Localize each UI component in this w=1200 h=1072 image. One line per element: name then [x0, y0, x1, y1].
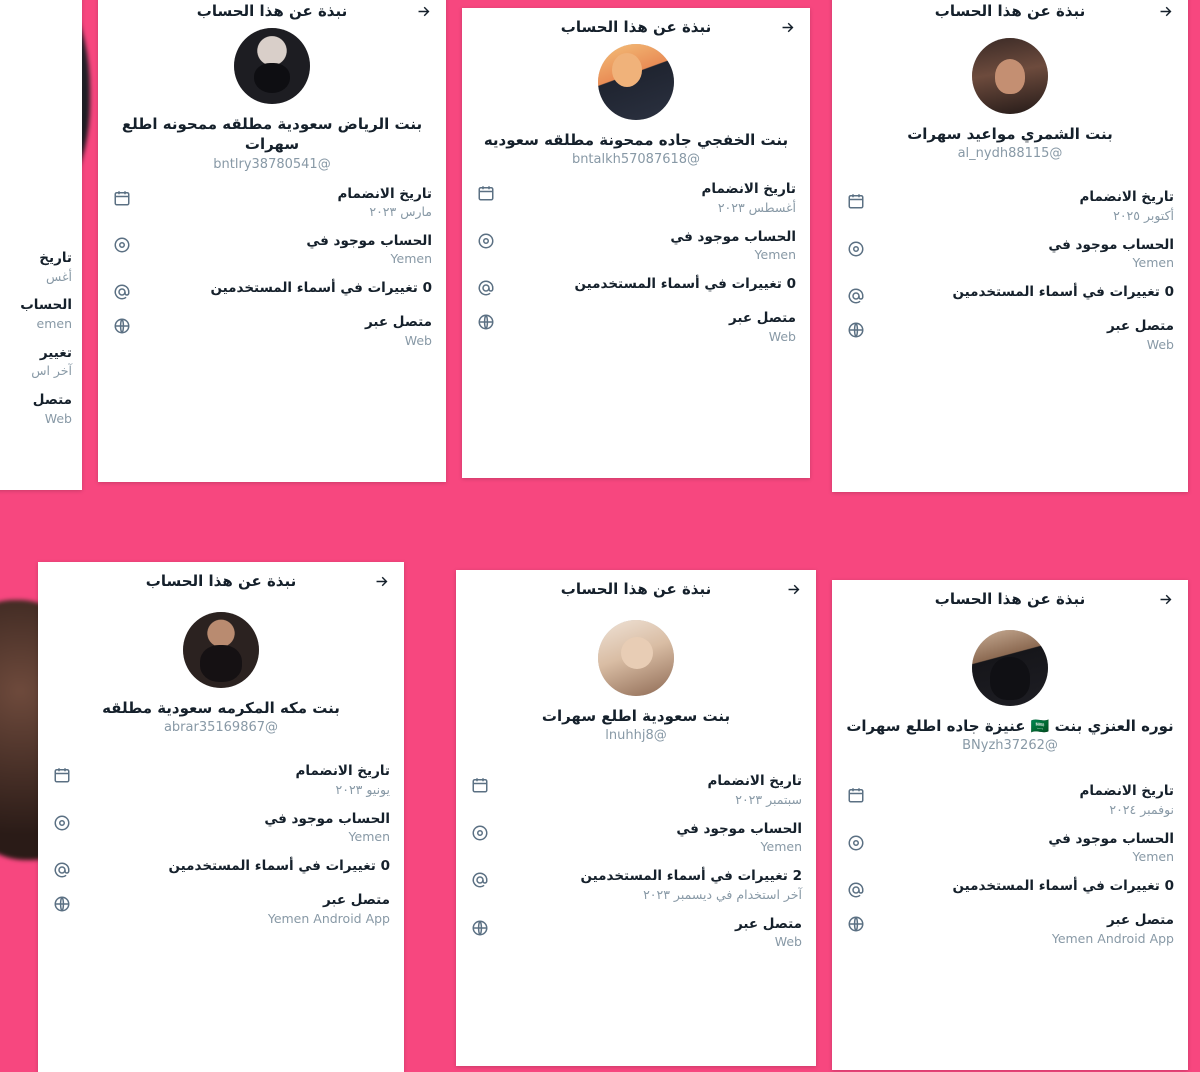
about-card[interactable] — [98, 0, 446, 482]
username-changes-label: 0 تغييرات في أسماء المستخدمين — [168, 858, 390, 875]
connected-row — [846, 318, 1174, 353]
connected-row — [846, 912, 1174, 947]
connected-label: متصل عبر — [364, 314, 432, 331]
about-card[interactable] — [462, 8, 810, 478]
connected-row — [470, 916, 802, 951]
location-row — [52, 811, 390, 846]
arrow-right-icon[interactable] — [784, 580, 802, 598]
username-changes-row — [846, 878, 1174, 900]
connected-value: Web — [1146, 336, 1174, 352]
location-label: الحساب — [20, 297, 72, 314]
avatar[interactable] — [183, 612, 259, 688]
username-changes-label: 0 تغييرات في أسماء المستخدمين — [952, 878, 1174, 895]
location-label: الحساب موجود في — [1048, 236, 1174, 253]
joined-value: نوفمبر ٢٠٢٤ — [1109, 801, 1174, 817]
at-sign-icon — [112, 282, 132, 302]
calendar-icon — [470, 775, 490, 795]
card-header — [846, 2, 1174, 20]
profile-name: بنت مكه المكرمه سعودية مطلقه — [102, 699, 340, 717]
arrow-right-icon[interactable] — [1156, 590, 1174, 608]
location-value: Yemen — [1132, 255, 1174, 271]
joined-row — [0, 250, 72, 285]
username-changes-label: 0 تغييرات في أسماء المستخدمين — [574, 276, 796, 293]
card-title: نبذة عن هذا الحساب — [145, 572, 297, 590]
calendar-icon — [52, 765, 72, 785]
profile-handle: @bntalkh57087618 — [571, 152, 701, 168]
location-label: الحساب موجود في — [670, 228, 796, 245]
location-value: Yemen — [1132, 849, 1174, 865]
username-changes-row — [476, 276, 796, 298]
connected-label: متصل — [32, 392, 72, 409]
joined-row — [846, 783, 1174, 818]
joined-label: تاريخ الانضمام — [701, 181, 796, 198]
connected-row — [52, 892, 390, 927]
username-changes-row — [846, 284, 1174, 306]
username-changes-row — [470, 868, 802, 903]
card-header — [112, 2, 432, 20]
location-row — [846, 831, 1174, 866]
connected-value: Web — [404, 332, 432, 348]
location-row — [476, 229, 796, 264]
calendar-icon — [846, 785, 866, 805]
connected-row — [476, 310, 796, 345]
username-changes-label: 0 تغييرات في أسماء المستخدمين — [952, 284, 1174, 301]
username-changes-row — [52, 858, 390, 880]
profile-name: بنت سعودية اطلع سهرات — [541, 707, 731, 725]
card-header — [470, 580, 802, 598]
card-title: نبذة عن هذا الحساب — [560, 18, 712, 36]
connected-label: متصل عبر — [728, 310, 796, 327]
joined-row — [52, 763, 390, 798]
location-row — [846, 237, 1174, 272]
about-card-partial[interactable] — [0, 0, 82, 490]
at-sign-icon — [846, 286, 866, 306]
profile-handle: @al_nydh88115 — [957, 146, 1063, 162]
location-pin-icon — [846, 833, 866, 853]
location-label: الحساب موجود في — [676, 820, 802, 837]
arrow-right-icon[interactable] — [372, 572, 390, 590]
location-label: الحساب موجود في — [264, 810, 390, 827]
location-value: Yemen — [760, 839, 802, 855]
globe-icon — [476, 312, 496, 332]
arrow-right-icon[interactable] — [414, 2, 432, 20]
joined-value: أغسطس ٢٠٢٣ — [717, 199, 796, 215]
at-sign-icon — [476, 278, 496, 298]
card-title: نبذة عن هذا الحساب — [196, 2, 348, 20]
about-card[interactable] — [456, 570, 816, 1066]
connected-value: Web — [44, 410, 72, 426]
joined-row — [112, 186, 432, 221]
location-pin-icon — [470, 823, 490, 843]
connected-row — [0, 392, 72, 427]
about-card[interactable] — [38, 562, 404, 1072]
globe-icon — [470, 918, 490, 938]
connected-value: Web — [768, 328, 796, 344]
card-header — [476, 18, 796, 36]
location-value: Yemen — [390, 251, 432, 267]
profile-handle: @BNyzh37262 — [962, 738, 1058, 754]
joined-label: تاريخ الانضمام — [337, 185, 432, 202]
joined-label: تاريخ — [39, 250, 72, 266]
joined-row — [846, 189, 1174, 224]
profile-name: بنت الشمري مواعيد سهرات — [907, 125, 1113, 143]
location-value: Yemen — [348, 829, 390, 845]
joined-row — [476, 181, 796, 216]
username-changes-sub: آخر اس — [31, 363, 72, 379]
at-sign-icon — [846, 880, 866, 900]
profile-handle: @bntlry38780541 — [213, 156, 331, 172]
joined-value: مارس ٢٠٢٣ — [369, 204, 432, 220]
location-label: الحساب موجود في — [1048, 830, 1174, 847]
globe-icon — [846, 914, 866, 934]
joined-value: سبتمبر ٢٠٢٣ — [735, 791, 802, 807]
location-value: Yemen — [754, 247, 796, 263]
card-title: نبذة عن هذا الحساب — [934, 590, 1086, 608]
joined-label: تاريخ الانضمام — [707, 773, 802, 790]
card-title: نبذة عن هذا الحساب — [560, 580, 712, 598]
connected-value: Yemen Android App — [267, 910, 390, 926]
joined-value: أكتوبر ٢٠٢٥ — [1113, 207, 1174, 223]
joined-value: يونيو ٢٠٢٣ — [335, 781, 390, 797]
at-sign-icon — [470, 870, 490, 890]
connected-label: متصل عبر — [1106, 912, 1174, 929]
globe-icon — [52, 894, 72, 914]
card-header — [846, 590, 1174, 608]
arrow-right-icon[interactable] — [1156, 2, 1174, 20]
location-pin-icon — [476, 231, 496, 251]
card-header — [52, 572, 390, 590]
about-card[interactable] — [832, 0, 1188, 492]
connected-value: Web — [774, 934, 802, 950]
avatar[interactable] — [598, 44, 674, 120]
profile-handle: @lnuhhj8 — [605, 728, 667, 744]
connected-label: متصل عبر — [322, 892, 390, 909]
connected-value: Yemen Android App — [1051, 930, 1174, 946]
username-changes-label: 2 تغييرات في أسماء المستخدمين — [580, 868, 802, 885]
profile-name: نوره العنزي بنت 🇸🇦 عنيزة جاده اطلع سهرات — [846, 717, 1174, 735]
joined-row — [470, 773, 802, 808]
connected-row — [112, 314, 432, 349]
profile-name: بنت الرياض سعودية مطلقه ممحونه اطلع سهرات — [121, 115, 423, 154]
calendar-icon — [112, 188, 132, 208]
avatar[interactable] — [972, 630, 1048, 706]
connected-label: متصل عبر — [1106, 318, 1174, 335]
location-pin-icon — [846, 239, 866, 259]
joined-label: تاريخ الانضمام — [1079, 783, 1174, 800]
location-row — [470, 821, 802, 856]
location-value: emen — [36, 315, 72, 331]
location-row — [112, 233, 432, 268]
username-changes-row — [0, 345, 72, 380]
about-card[interactable] — [832, 580, 1188, 1070]
profile-handle: @abrar35169867 — [163, 720, 279, 736]
globe-icon — [846, 320, 866, 340]
location-pin-icon — [52, 813, 72, 833]
location-row — [0, 297, 72, 332]
avatar[interactable] — [598, 620, 674, 696]
profile-name: بنت الخفجي جاده ممحونة مطلقه سعوديه — [483, 131, 789, 149]
at-sign-icon — [52, 860, 72, 880]
calendar-icon — [846, 191, 866, 211]
location-label: الحساب موجود في — [306, 232, 432, 249]
username-changes-sub: آخر استخدام في ديسمبر ٢٠٢٣ — [643, 886, 802, 902]
avatar[interactable] — [972, 38, 1048, 114]
arrow-right-icon[interactable] — [778, 18, 796, 36]
card-title: نبذة عن هذا الحساب — [934, 2, 1086, 20]
avatar[interactable] — [234, 28, 310, 104]
connected-label: متصل عبر — [734, 915, 802, 932]
calendar-icon — [476, 183, 496, 203]
joined-label: تاريخ الانضمام — [1079, 189, 1174, 206]
joined-value: أغس — [46, 268, 72, 284]
globe-icon — [112, 316, 132, 336]
username-changes-label: تغيير — [39, 344, 72, 361]
joined-label: تاريخ الانضمام — [295, 763, 390, 780]
location-pin-icon — [112, 235, 132, 255]
username-changes-label: 0 تغييرات في أسماء المستخدمين — [210, 280, 432, 297]
username-changes-row — [112, 280, 432, 302]
